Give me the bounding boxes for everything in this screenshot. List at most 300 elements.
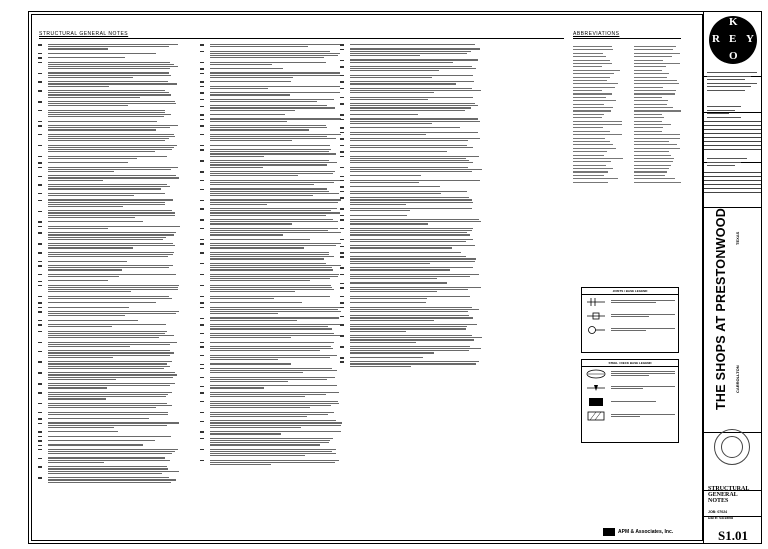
note-paragraph: [340, 256, 482, 265]
note-paragraph: [200, 252, 342, 261]
note-text-line: [350, 99, 428, 100]
note-text-line: [210, 121, 287, 122]
note-text-line: [350, 197, 469, 198]
note-paragraph: [200, 62, 342, 66]
note-text-line: [48, 482, 171, 483]
abbreviation-entry: [573, 131, 610, 132]
abbreviation-entry: [634, 110, 681, 111]
consultant-row-rule: [704, 188, 761, 189]
note-number-mark: [340, 335, 347, 344]
abbreviation-entry: [573, 155, 604, 156]
note-text-line: [48, 114, 171, 115]
note-number-mark: [340, 245, 347, 249]
note-paragraph: [38, 162, 180, 164]
note-text-line: [48, 177, 179, 178]
note-paragraph: [200, 355, 342, 362]
note-text-line: [48, 103, 176, 104]
note-text-line: [350, 247, 452, 248]
note-paragraph: [38, 193, 180, 197]
note-paragraph: [38, 440, 180, 442]
note-text-line: [48, 392, 172, 393]
note-text-line: [48, 254, 173, 255]
note-paragraph: [340, 191, 482, 195]
note-number-mark: [340, 252, 347, 254]
abbreviation-entry: [573, 56, 606, 57]
note-number-mark: [38, 134, 45, 143]
abbreviation-entry: [634, 171, 667, 172]
abbreviation-entry: [573, 168, 613, 169]
abbreviation-entry: [634, 175, 665, 176]
note-text-line: [350, 127, 460, 128]
note-text-line: [210, 313, 278, 314]
note-text-line: [350, 342, 416, 343]
note-text-line: [350, 326, 467, 327]
abbreviation-entry: [634, 124, 671, 125]
note-text-line: [48, 75, 171, 76]
note-text-line: [210, 433, 281, 434]
note-text-line: [210, 333, 334, 334]
note-text-line: [48, 101, 175, 102]
note-text-line: [48, 180, 103, 181]
note-text-line: [210, 173, 333, 174]
note-text-line: [350, 53, 467, 54]
note-number-mark: [340, 151, 347, 153]
note-number-mark: [38, 324, 45, 328]
note-text-line: [48, 346, 130, 347]
note-text-line: [48, 239, 163, 240]
note-text-line: [210, 195, 313, 196]
note-number-mark: [340, 302, 347, 304]
note-text-line: [350, 234, 470, 235]
abbreviation-entry: [634, 100, 668, 101]
note-text-line: [210, 278, 330, 279]
revision-row-rule: [704, 145, 761, 146]
note-number-mark: [200, 412, 207, 419]
abbreviation-entry: [573, 66, 602, 67]
note-text-line: [210, 355, 337, 356]
note-paragraph: [200, 431, 342, 435]
abbreviation-entry: [573, 104, 604, 105]
note-paragraph: [200, 208, 342, 217]
note-paragraph: [38, 444, 180, 446]
note-text-line: [48, 162, 128, 163]
note-paragraph: [200, 105, 342, 112]
note-text-line: [210, 204, 267, 205]
note-text-line: [350, 191, 467, 192]
note-text-line: [210, 317, 339, 318]
note-text-line: [48, 361, 172, 362]
note-number-mark: [38, 53, 45, 55]
note-text-line: [350, 162, 473, 163]
logo-letter-k: K: [729, 16, 738, 28]
note-text-line: [210, 99, 334, 100]
note-text-line: [48, 184, 167, 185]
abbreviation-entry: [573, 83, 618, 84]
note-text-line: [350, 55, 420, 56]
note-text-line: [210, 328, 332, 329]
note-text-line: [350, 48, 480, 49]
note-number-mark: [340, 208, 347, 212]
note-text-line: [350, 350, 469, 351]
note-paragraph: [340, 215, 482, 217]
note-text-line: [350, 92, 434, 93]
note-text-line: [210, 145, 330, 146]
note-number-mark: [200, 392, 207, 399]
note-text-line: [48, 256, 168, 257]
note-paragraph: [200, 333, 342, 340]
note-text-line: [48, 374, 177, 375]
note-text-line: [350, 320, 434, 321]
note-number-mark: [340, 197, 347, 206]
note-text-line: [210, 164, 327, 165]
note-number-mark: [38, 436, 45, 438]
note-paragraph: [38, 125, 180, 132]
note-paragraph: [340, 315, 482, 322]
steel-legend-title: STEEL / DECK BASE LEGEND: [582, 360, 678, 367]
title-block-text-line: [707, 76, 751, 77]
steel-legend-table: [581, 359, 679, 443]
note-number-mark: [38, 302, 45, 304]
note-text-line: [350, 331, 406, 332]
engineer-seal-icon: [714, 429, 750, 465]
abbreviation-entry: [634, 93, 675, 94]
note-paragraph: [38, 53, 180, 55]
note-number-mark: [38, 199, 45, 208]
note-text-line: [350, 118, 478, 119]
note-number-mark: [200, 438, 207, 447]
note-text-line: [48, 127, 170, 128]
note-paragraph: [38, 145, 180, 154]
note-text-line: [48, 66, 178, 67]
note-text-line: [350, 287, 481, 288]
date-value: 02/15/08: [719, 516, 734, 520]
abbreviation-entry: [634, 148, 680, 149]
note-text-line: [210, 453, 336, 454]
note-text-line: [48, 407, 156, 408]
note-number-mark: [200, 171, 207, 178]
note-text-line: [350, 88, 472, 89]
note-text-line: [48, 188, 161, 189]
abbreviation-entry: [573, 97, 606, 98]
note-text-line: [48, 46, 169, 47]
note-text-line: [48, 342, 177, 343]
note-text-line: [350, 62, 453, 63]
note-number-mark: [38, 210, 45, 219]
note-paragraph: [340, 245, 482, 249]
note-text-line: [48, 237, 166, 238]
abbreviation-entry: [634, 155, 671, 156]
abbreviation-entry: [573, 100, 616, 101]
note-text-line: [48, 68, 170, 69]
joist-symbol-icon: [585, 297, 607, 307]
abbreviation-entry: [634, 77, 667, 78]
note-text-line: [48, 226, 180, 227]
note-number-mark: [200, 160, 207, 169]
note-text-line: [350, 309, 479, 310]
note-text-line: [210, 296, 330, 297]
note-text-line: [210, 101, 317, 102]
note-paragraph: [38, 221, 180, 223]
note-text-line: [350, 171, 472, 172]
note-number-mark: [200, 431, 207, 435]
note-text-line: [350, 175, 421, 176]
note-text-line: [350, 202, 473, 203]
note-text-line: [48, 158, 137, 159]
note-text-line: [210, 311, 341, 312]
abbreviation-entry: [573, 90, 602, 91]
note-paragraph: [340, 228, 482, 237]
note-number-mark: [38, 193, 45, 197]
abbreviation-entry: [634, 63, 680, 64]
note-number-mark: [200, 134, 207, 143]
note-number-mark: [200, 51, 207, 60]
note-text-line: [48, 116, 164, 117]
title-block-text-line: [707, 110, 735, 111]
note-paragraph: [38, 243, 180, 250]
note-paragraph: [38, 466, 180, 475]
note-text-line: [48, 355, 170, 356]
note-number-mark: [340, 239, 347, 243]
note-text-line: [48, 186, 170, 187]
title-block-text-line: [707, 113, 729, 114]
note-number-mark: [340, 324, 347, 333]
note-text-line: [48, 57, 125, 58]
note-text-line: [210, 422, 342, 423]
note-text-line: [350, 51, 471, 52]
note-text-line: [48, 48, 108, 49]
note-text-line: [350, 83, 456, 84]
note-paragraph: [340, 208, 482, 212]
note-number-mark: [38, 285, 45, 294]
note-text-line: [210, 107, 335, 108]
notes-heading: STRUCTURAL GENERAL NOTES: [39, 31, 129, 37]
note-text-line: [210, 219, 333, 220]
note-text-line: [350, 140, 468, 141]
note-paragraph: [38, 175, 180, 182]
abbreviation-entry: [573, 182, 608, 183]
abbreviation-entry: [634, 151, 669, 152]
note-text-line: [350, 256, 466, 257]
note-paragraph: [200, 72, 342, 79]
note-text-line: [210, 245, 336, 246]
note-paragraph: [340, 302, 482, 304]
note-text-line: [210, 94, 290, 95]
note-text-line: [210, 357, 330, 358]
note-text-line: [48, 121, 157, 122]
note-text-line: [48, 368, 164, 369]
note-number-mark: [340, 287, 347, 294]
note-number-mark: [340, 296, 347, 300]
note-text-line: [210, 348, 333, 349]
note-text-line: [210, 199, 341, 200]
abbreviation-entry: [573, 110, 611, 111]
note-number-mark: [200, 302, 207, 304]
note-number-mark: [340, 267, 347, 271]
note-text-line: [210, 425, 341, 426]
note-paragraph: [340, 156, 482, 165]
note-text-line: [210, 160, 329, 161]
note-number-mark: [340, 180, 347, 184]
abbreviation-entry: [634, 73, 669, 74]
note-number-mark: [200, 188, 207, 197]
note-text-line: [48, 366, 170, 367]
note-paragraph: [38, 342, 180, 349]
note-paragraph: [340, 287, 482, 294]
note-text-line: [48, 62, 170, 63]
note-paragraph: [200, 324, 342, 331]
note-paragraph: [38, 412, 180, 416]
note-text-line: [48, 477, 169, 478]
sheet-title: STRUCTURAL GENERAL NOTES: [708, 486, 750, 504]
abbreviation-entry: [573, 117, 602, 118]
note-text-line: [48, 337, 159, 338]
note-number-mark: [200, 239, 207, 241]
note-paragraph: [200, 180, 342, 187]
note-number-mark: [200, 145, 207, 147]
note-text-line: [210, 153, 336, 154]
note-paragraph: [340, 296, 482, 300]
note-number-mark: [38, 162, 45, 164]
note-text-line: [210, 127, 327, 128]
note-text-line: [48, 372, 175, 373]
note-paragraph: [38, 167, 180, 174]
note-number-mark: [200, 72, 207, 79]
note-number-mark: [200, 180, 207, 187]
note-text-line: [210, 53, 340, 54]
note-paragraph: [38, 311, 180, 318]
note-paragraph: [340, 239, 482, 243]
note-number-mark: [38, 101, 45, 108]
note-text-line: [210, 385, 337, 386]
note-text-line: [48, 265, 173, 266]
note-text-line: [350, 315, 469, 316]
abbreviation-entry: [634, 49, 673, 50]
note-text-line: [210, 86, 340, 87]
note-text-line: [350, 107, 471, 108]
note-number-mark: [38, 361, 45, 370]
note-text-line: [210, 276, 338, 277]
note-text-line: [210, 438, 333, 439]
note-text-line: [48, 418, 149, 419]
note-number-mark: [38, 156, 45, 160]
note-text-line: [210, 138, 336, 139]
note-text-line: [210, 280, 310, 281]
note-text-line: [48, 269, 122, 270]
note-text-line: [210, 350, 320, 351]
note-text-line: [210, 370, 337, 371]
note-text-line: [48, 138, 169, 139]
note-text-line: [48, 302, 156, 303]
note-number-mark: [200, 118, 207, 122]
abbreviation-entry: [573, 121, 622, 122]
note-paragraph: [200, 160, 342, 169]
note-paragraph: [200, 145, 342, 147]
note-text-line: [350, 182, 419, 183]
note-text-line: [48, 221, 143, 222]
note-number-mark: [200, 219, 207, 226]
abbreviation-entry: [634, 53, 680, 54]
abbreviations-heading-rule: [573, 38, 681, 39]
note-text-line: [350, 97, 473, 98]
note-text-line: [48, 396, 166, 397]
note-number-mark: [340, 97, 347, 101]
note-paragraph: [38, 403, 180, 410]
note-text-line: [210, 182, 334, 183]
abbreviation-entry: [573, 77, 610, 78]
note-number-mark: [340, 186, 347, 188]
note-text-line: [350, 278, 437, 279]
revision-row-rule: [704, 125, 761, 126]
note-paragraph: [200, 363, 342, 365]
abbreviation-entry: [573, 80, 607, 81]
note-text-line: [350, 269, 450, 270]
abbreviation-entry: [573, 107, 613, 108]
note-number-mark: [200, 149, 207, 158]
logo-letter-o: O: [729, 50, 738, 62]
note-number-mark: [200, 44, 207, 48]
note-text-line: [48, 457, 165, 458]
title-block-text-line: [707, 72, 757, 73]
note-paragraph: [200, 134, 342, 143]
note-paragraph: [38, 199, 180, 208]
note-text-line: [48, 383, 175, 384]
note-text-line: [48, 202, 165, 203]
note-paragraph: [340, 59, 482, 63]
note-number-mark: [200, 296, 207, 300]
note-text-line: [48, 167, 178, 168]
logo-letter-r: R: [712, 33, 720, 45]
note-text-line: [350, 239, 473, 240]
note-number-mark: [38, 125, 45, 132]
note-text-line: [350, 215, 407, 216]
note-text-line: [48, 289, 178, 290]
note-paragraph: [340, 219, 482, 226]
note-text-line: [210, 175, 298, 176]
revision-row-rule: [704, 129, 761, 130]
note-text-line: [48, 234, 174, 235]
note-number-mark: [340, 114, 347, 116]
note-number-mark: [38, 383, 45, 390]
note-number-mark: [200, 324, 207, 331]
note-paragraph: [340, 151, 482, 153]
note-text-line: [210, 263, 326, 264]
note-paragraph: [38, 265, 180, 272]
note-text-line: [210, 407, 310, 408]
note-paragraph: [200, 342, 342, 344]
note-text-line: [48, 473, 162, 474]
abbreviation-entry: [634, 70, 662, 71]
note-text-line: [210, 414, 328, 415]
note-text-line: [350, 337, 482, 338]
note-text-line: [48, 403, 167, 404]
note-number-mark: [200, 68, 207, 70]
note-text-line: [48, 479, 176, 480]
note-number-mark: [200, 99, 207, 103]
abbreviation-entry: [573, 93, 612, 94]
note-text-line: [48, 412, 168, 413]
abbreviation-entry: [634, 144, 677, 145]
note-text-line: [48, 72, 169, 73]
note-paragraph: [38, 302, 180, 304]
note-text-line: [350, 193, 441, 194]
note-number-mark: [340, 127, 347, 129]
note-paragraph: [340, 88, 482, 95]
note-text-line: [48, 169, 171, 170]
note-text-line: [210, 243, 341, 244]
note-text-line: [210, 114, 285, 115]
note-paragraph: [340, 346, 482, 355]
note-paragraph: [200, 449, 342, 458]
